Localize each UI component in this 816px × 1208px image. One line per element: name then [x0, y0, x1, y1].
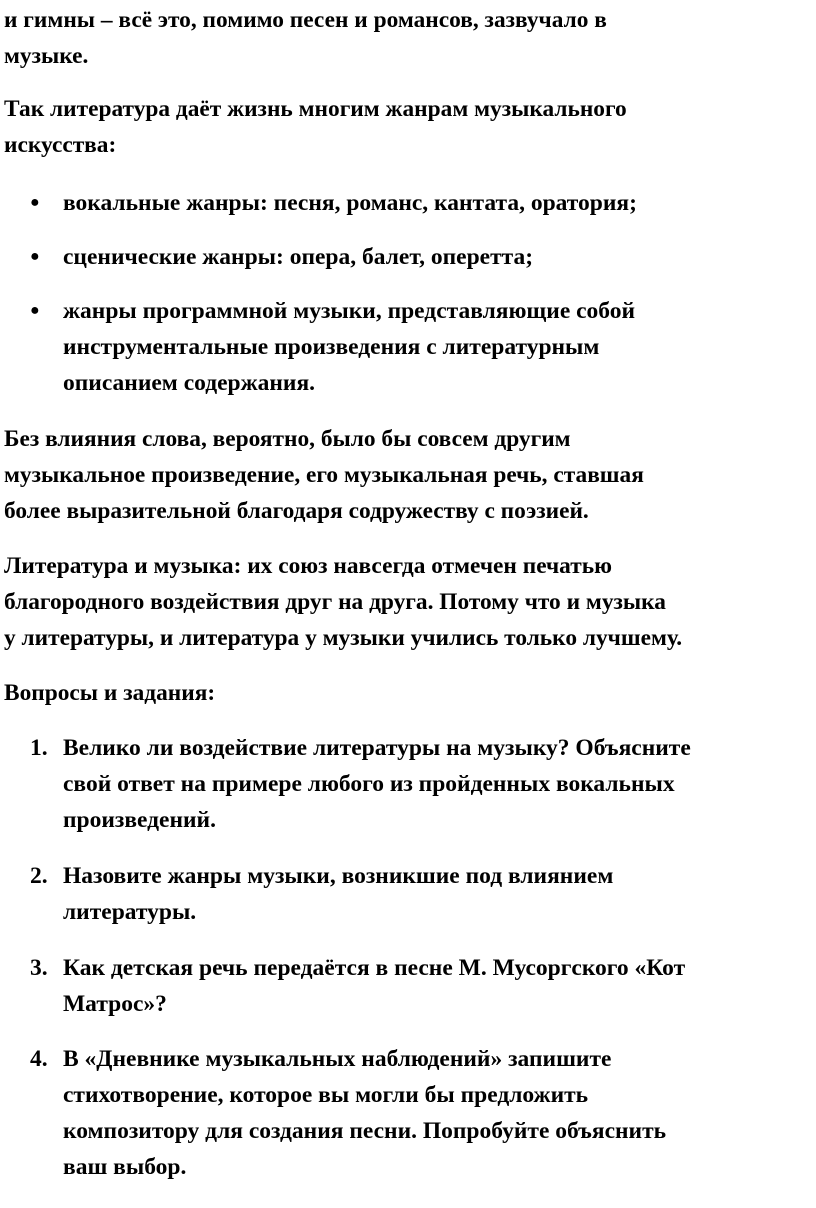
bullet-icon: ● — [30, 248, 40, 265]
text-line: стихотворение, которое вы могли бы предложить — [63, 1082, 589, 1108]
text-line: описанием содержания. — [63, 370, 316, 396]
bullet-icon: ● — [30, 302, 40, 319]
text-line: Без влияния слова, вероятно, было бы совсем другим — [4, 426, 571, 452]
question-number: 1. — [30, 735, 48, 761]
text-line: более выразительной благодаря содружеству с поэзией. — [4, 498, 589, 524]
text-line: литературы. — [63, 899, 197, 925]
question-text — [63, 730, 691, 838]
text-line: искусства: — [4, 132, 117, 158]
text-line: Так литература даёт жизнь многим жанрам музыкального — [4, 96, 627, 122]
text-line: Велико ли воздействие литературы на музыку? Объясните — [63, 735, 691, 761]
text-line: Литература и музыка: их союз навсегда отмечен печатью — [4, 553, 612, 579]
text-line: Как детская речь передаётся в песне М. Мусоргского «Кот — [63, 955, 686, 981]
text-line: у литературы, и литература у музыки учились только лучшему. — [4, 625, 683, 651]
question-number: 4. — [30, 1046, 48, 1072]
paragraph-genres-intro — [4, 91, 816, 163]
text-line: вокальные жанры: песня, романс, кантата, оратория; — [63, 190, 637, 216]
question-text — [63, 950, 685, 1022]
text-line: композитору для создания песни. Попробуйте объяснить — [63, 1118, 667, 1144]
bullet-icon: ● — [30, 194, 40, 211]
text-line: ваш выбор. — [63, 1154, 187, 1180]
bullet-text — [63, 239, 533, 275]
question-text — [63, 1041, 666, 1185]
text-line: музыкальное произведение, его музыкальная речь, ставшая — [4, 462, 644, 488]
paragraph-union — [4, 548, 816, 656]
text-line: свой ответ на примере любого из пройденных вокальных — [63, 771, 675, 797]
bullet-text — [63, 293, 635, 401]
text-line: музыке. — [4, 43, 89, 69]
text-line: Матрос»? — [63, 991, 167, 1017]
text-line: благородного воздействия друг на друга. Потому что и музыка — [4, 589, 666, 615]
paragraph-influence — [4, 421, 816, 529]
question-number: 3. — [30, 955, 48, 981]
text-line: В «Дневнике музыкальных наблюдений» запишите — [63, 1046, 612, 1072]
bullet-text — [63, 185, 637, 221]
paragraph-continuation — [4, 2, 816, 74]
question-number: 2. — [30, 863, 48, 889]
text-line: Назовите жанры музыки, возникшие под влиянием — [63, 863, 614, 889]
text-line: жанры программной музыки, представляющие собой — [63, 298, 636, 324]
text-line: произведений. — [63, 807, 216, 833]
text-line: сценические жанры: опера, балет, оперетта; — [63, 244, 534, 270]
question-text — [63, 858, 613, 930]
text-line: и гимны – всё это, помимо песен и романсов, зазвучало в — [4, 7, 607, 33]
text-line: инструментальные произведения с литературным — [63, 334, 600, 360]
questions-heading: Вопросы и задания: — [4, 680, 216, 706]
